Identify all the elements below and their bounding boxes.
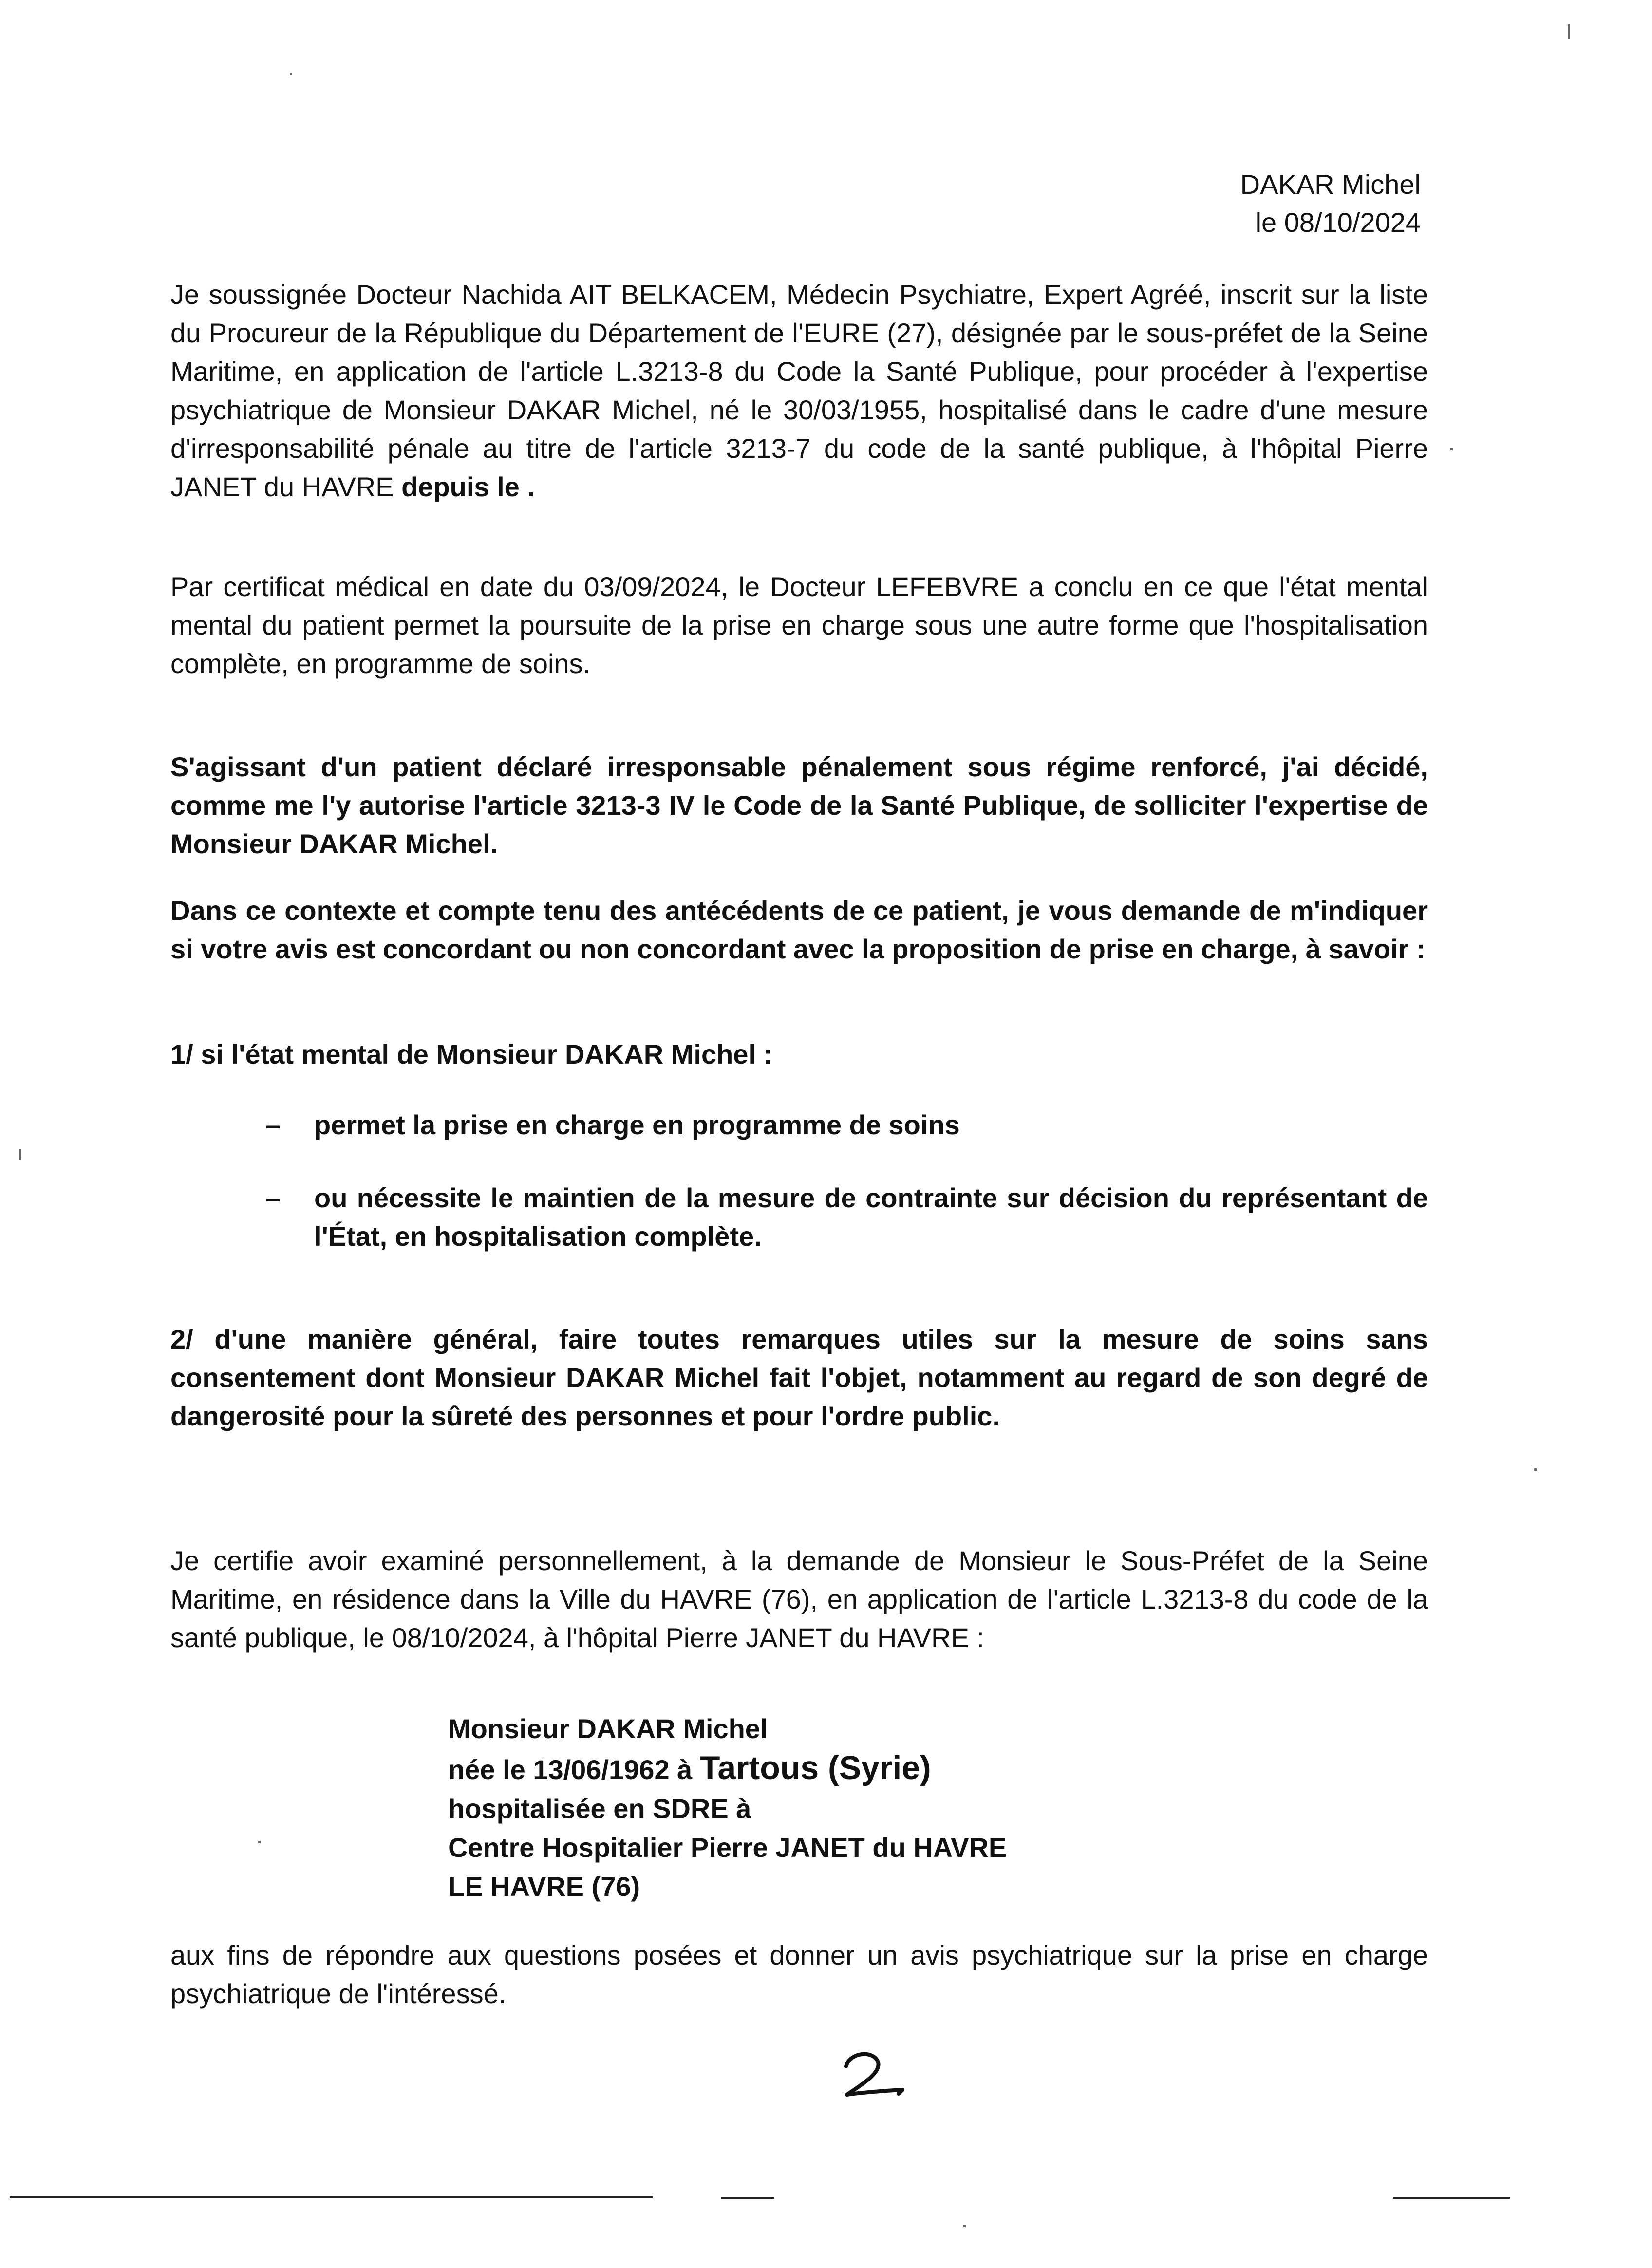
list-dash: – <box>265 1182 281 1213</box>
option-a-text: permet la prise en charge en programme de soins <box>314 1109 960 1140</box>
paragraph-request-context: S'agissant d'un patient déclaré irresponsable pénalement sous régime renforcé, j'ai décidé, comme me l'y autorise l'article 3213-3 IV le Code de la Santé Publique, de solliciter l'expertise de Monsieur DAKAR Michel. <box>170 751 1428 859</box>
document-header <box>1240 166 1421 242</box>
paragraph-expert-designation <box>170 275 1428 506</box>
paragraph-purpose: aux fins de répondre aux questions posées et donner un avis psychiatrique sur la prise en charge psychiatrique de l'intéressé. <box>170 1940 1428 2009</box>
hospital-name: Centre Hospitalier Pierre JANET du HAVRE <box>448 1832 1007 1863</box>
scan-speck <box>1534 1468 1537 1471</box>
paragraph-expert-designation-bold: depuis le . <box>401 471 535 502</box>
patient-birthplace: Tartous (Syrie) <box>699 1749 931 1786</box>
scan-speck <box>1450 448 1453 450</box>
scan-mark <box>1568 24 1570 39</box>
patient-name: Monsieur DAKAR Michel <box>448 1713 768 1744</box>
patient-birth <box>448 1748 1007 1789</box>
handwritten-page-number <box>840 2048 908 2101</box>
patient-birth-prefix: née le 13/06/1962 à <box>448 1754 700 1785</box>
patient-hospitalisation: hospitalisée en SDRE à <box>448 1793 751 1824</box>
footer-rule-left <box>10 2196 653 2198</box>
question-1-option-b <box>265 1179 1428 1256</box>
paragraph-certification: Je certifie avoir examiné personnellement, à la demande de Monsieur le Sous-Préfet de la Seine Maritime, en résidence dans la Ville du HAVRE (76), en application de l'article L.3213-8 du code de la santé publique, le 08/10/2024, à l'hôpital Pierre JANET du HAVRE : <box>170 1545 1428 1653</box>
hospital-city: LE HAVRE (76) <box>448 1871 640 1902</box>
option-b-text: ou nécessite le maintien de la mesure de contrainte sur décision du représentant de l'État, en hospitalisation complète. <box>314 1182 1428 1252</box>
list-dash: – <box>265 1109 281 1140</box>
scan-speck <box>290 73 292 75</box>
question-2: 2/ d'une manière général, faire toutes remarques utiles sur la mesure de soins sans consentement dont Monsieur DAKAR Michel fait l'objet, notamment au regard de son degré de dangerosité pour la sûreté des personnes et pour l'ordre public. <box>170 1324 1428 1431</box>
paragraph-expert-designation-text: Je soussignée Docteur Nachida AIT BELKACEM, Médecin Psychiatre, Expert Agréé, inscrit sur la liste du Procureur de la République du Département de l'EURE (27), désignée par le sous-préfet de la Seine Maritime, en application de l'article L.3213-8 du Code la Santé Publique, pour procéder à l'expertise psychiatrique de Monsieur DAKAR Michel, né le 30/03/1955, hospitalisé dans le cadre d'une mesure d'irresponsabilité pénale au titre de l'article 3213-7 du code de la santé publique, à l'hôpital Pierre JANET du HAVRE <box>170 279 1428 502</box>
patient-identity-block <box>448 1709 1007 1906</box>
scan-speck <box>258 1841 261 1843</box>
question-1-option-a <box>265 1106 1428 1144</box>
footer-rule-center <box>721 2197 774 2199</box>
document-date: le 08/10/2024 <box>1255 207 1421 238</box>
paragraph-request-question: Dans ce contexte et compte tenu des antécédents de ce patient, je vous demande de m'indiquer si votre avis est concordant ou non concordant avec la proposition de prise en charge, à savoir : <box>170 895 1428 964</box>
scan-mark <box>19 1149 21 1160</box>
scan-speck <box>963 2225 966 2227</box>
question-1: 1/ si l'état mental de Monsieur DAKAR Michel : <box>170 1039 773 1069</box>
paragraph-medical-certificate: Par certificat médical en date du 03/09/2024, le Docteur LEFEBVRE a conclu en ce que l'état mental mental du patient permet la poursuite de la prise en charge sous une autre forme que l'hospitalisation complète, en programme de soins. <box>170 571 1428 679</box>
patient-name-header: DAKAR Michel <box>1240 169 1421 200</box>
footer-rule-right <box>1393 2197 1510 2199</box>
